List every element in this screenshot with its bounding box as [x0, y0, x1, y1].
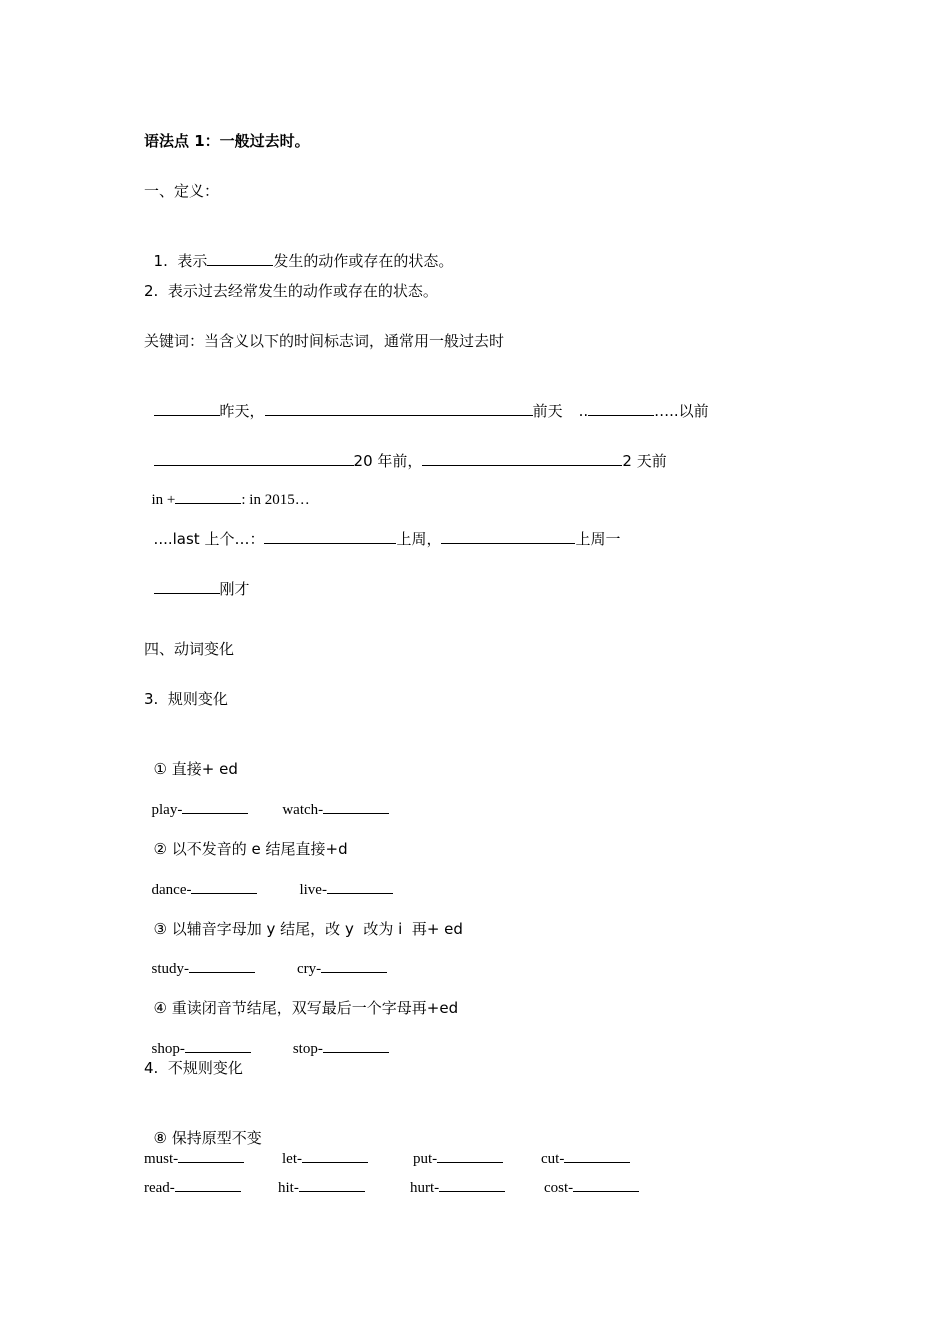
word-prompt: hurt- — [410, 1180, 440, 1196]
last-prefix: ....last 上个…： — [153, 530, 265, 548]
blank[interactable] — [178, 1148, 244, 1163]
rule-1-text: 直接+ ed — [167, 760, 238, 778]
blank[interactable] — [191, 879, 257, 894]
blank[interactable] — [573, 1177, 639, 1192]
word-prompt: let- — [282, 1151, 302, 1167]
blank[interactable] — [323, 799, 389, 814]
rule-3 — [144, 899, 463, 939]
blank[interactable] — [439, 1177, 505, 1192]
blank[interactable] — [299, 1177, 365, 1192]
read-item — [144, 1177, 241, 1197]
keyword-line-4 — [144, 509, 620, 549]
word-prompt: must- — [144, 1151, 179, 1167]
last-week-label: 上周， — [396, 530, 442, 548]
blank[interactable] — [302, 1148, 368, 1163]
blank[interactable] — [265, 401, 533, 416]
blank[interactable] — [564, 1148, 630, 1163]
rule-8-text: 保持原型不变 — [167, 1129, 262, 1147]
hurt-item — [410, 1177, 505, 1197]
hit-item — [278, 1177, 365, 1197]
section-verb-change-heading: 四、动词变化 — [144, 640, 235, 658]
keyword-line-1 — [144, 381, 709, 421]
keyword-line-5 — [144, 559, 250, 599]
definition-1 — [144, 231, 453, 271]
definition-1-prefix: 1. 表示 — [153, 252, 208, 270]
word-prompt: dance- — [151, 882, 192, 898]
definition-2: 2. 表示过去经常发生的动作或存在的状态。 — [144, 282, 438, 300]
section-definition-heading: 一、定义： — [144, 182, 220, 200]
rule-3-words — [144, 938, 387, 979]
blank[interactable] — [154, 451, 354, 466]
regular-change-heading: 3. 规则变化 — [144, 690, 228, 708]
blank[interactable] — [327, 879, 393, 894]
blank[interactable] — [323, 1038, 389, 1053]
rule-2-words — [144, 859, 393, 900]
rule-4-text: 重读闭音节结尾，双写最后一个字母再+ed — [167, 999, 459, 1017]
word-prompt: watch- — [282, 802, 324, 818]
word-prompt: stop- — [292, 1041, 323, 1057]
put-item — [413, 1148, 503, 1168]
rule-4 — [144, 978, 458, 1018]
rule-4-words — [144, 1018, 389, 1059]
rule-1 — [144, 739, 238, 779]
yesterday-label: 昨天， — [219, 402, 265, 420]
page-title: 语法点 1：一般过去时。 — [144, 132, 310, 150]
just-now-label: 刚才 — [219, 580, 250, 598]
circled-number-8: ⑧ — [153, 1129, 167, 1147]
word-prompt: put- — [413, 1151, 438, 1167]
two-days-ago-label: 2 天前 — [622, 452, 667, 470]
last-monday-label: 上周一 — [575, 530, 621, 548]
irregular-change-heading: 4. 不规则变化 — [144, 1059, 243, 1077]
day-before-label: 前天 — [532, 402, 563, 420]
in-example: : in 2015… — [241, 492, 310, 508]
blank[interactable] — [437, 1148, 503, 1163]
rule-8 — [144, 1108, 262, 1148]
blank[interactable] — [321, 958, 387, 973]
blank[interactable] — [175, 489, 241, 504]
word-prompt: read- — [144, 1180, 175, 1196]
in-prefix: in + — [151, 492, 176, 508]
circled-number-2: ② — [153, 840, 167, 858]
word-prompt: cost- — [544, 1180, 574, 1196]
word-prompt: hit- — [278, 1180, 299, 1196]
definition-1-suffix: 发生的动作或存在的状态。 — [273, 252, 454, 270]
circled-number-3: ③ — [153, 920, 167, 938]
rule-1-words — [144, 779, 389, 820]
word-prompt: cut- — [541, 1151, 565, 1167]
keyword-line-3 — [144, 469, 310, 510]
ago-label: …..以前 — [654, 402, 709, 420]
blank[interactable] — [154, 401, 220, 416]
word-prompt: study- — [151, 961, 189, 977]
let-item — [282, 1148, 368, 1168]
rule-3-text: 以辅音字母加 y 结尾，改 y 改为 i 再+ ed — [167, 920, 463, 938]
blank[interactable] — [441, 529, 575, 544]
blank[interactable] — [154, 579, 220, 594]
blank[interactable] — [264, 529, 396, 544]
cut-item — [541, 1148, 630, 1168]
blank[interactable] — [175, 1177, 241, 1192]
circled-number-1: ① — [153, 760, 167, 778]
word-prompt: play- — [151, 802, 183, 818]
twenty-years-ago-label: 20 年前， — [353, 452, 423, 470]
word-prompt: shop- — [151, 1041, 185, 1057]
blank[interactable] — [185, 1038, 251, 1053]
blank[interactable] — [588, 401, 654, 416]
keyword-intro: 关键词：当含义以下的时间标志词，通常用一般过去时 — [144, 332, 505, 350]
blank[interactable] — [182, 799, 248, 814]
blank[interactable] — [189, 958, 255, 973]
rule-2-text: 以不发音的 e 结尾直接+d — [167, 840, 348, 858]
keyword-line-2 — [144, 431, 667, 471]
blank[interactable] — [422, 451, 622, 466]
blank[interactable] — [207, 251, 273, 266]
must-item — [144, 1148, 244, 1168]
circled-number-4: ④ — [153, 999, 167, 1017]
cost-item — [544, 1177, 639, 1197]
rule-2 — [144, 819, 348, 859]
word-prompt: cry- — [297, 961, 322, 977]
dots: .. — [578, 402, 589, 420]
word-prompt: live- — [299, 882, 327, 898]
